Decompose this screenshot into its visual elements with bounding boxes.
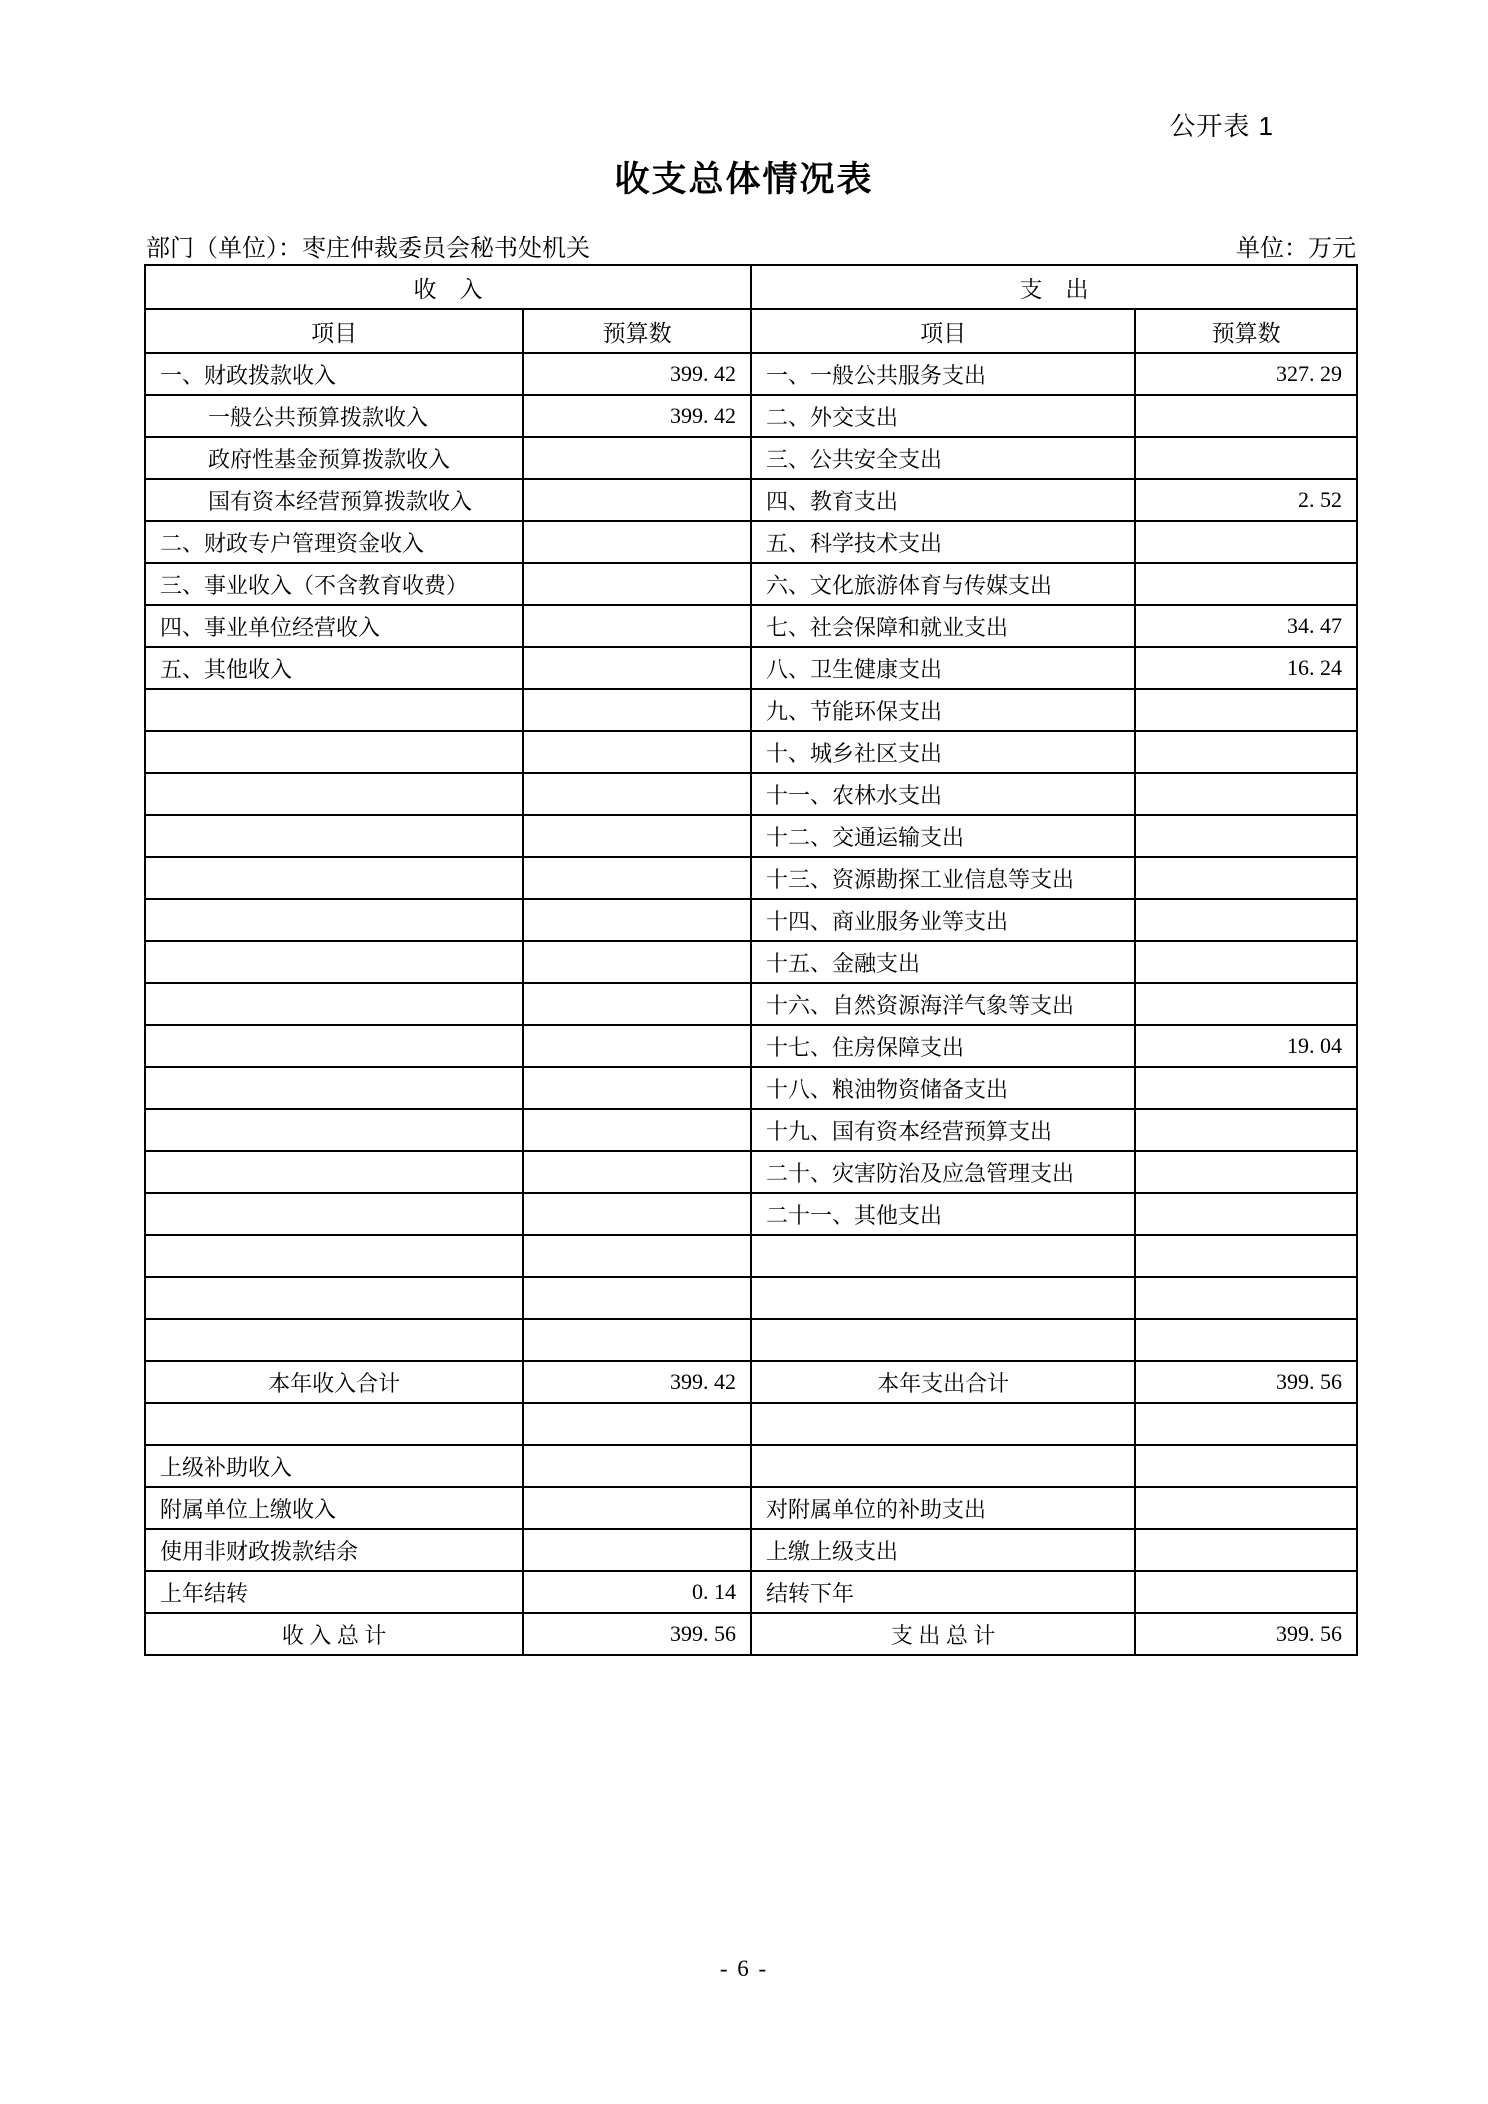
expense-item-cell: 十一、农林水支出: [751, 773, 1135, 815]
income-item-cell: [145, 1109, 523, 1151]
table-row: [145, 479, 1357, 521]
expense-item-cell: 一、一般公共服务支出: [751, 353, 1135, 395]
expense-item-cell: 八、卫生健康支出: [751, 647, 1135, 689]
table-row: [145, 1487, 1357, 1529]
income-item-cell: 上级补助收入: [145, 1445, 523, 1487]
income-budget-cell: [523, 899, 751, 941]
expense-budget-cell: [1135, 1109, 1357, 1151]
expense-section-header: 支 出: [751, 265, 1357, 309]
income-item-cell: 本年收入合计: [145, 1361, 523, 1403]
expense-budget-cell: 399. 56: [1135, 1613, 1357, 1655]
income-budget-cell: [523, 941, 751, 983]
income-budget-cell: [523, 1277, 751, 1319]
income-budget-cell: [523, 1067, 751, 1109]
expense-budget-cell: [1135, 983, 1357, 1025]
table-row: [145, 1151, 1357, 1193]
income-budget-cell: [523, 563, 751, 605]
income-item-cell: 五、其他收入: [145, 647, 523, 689]
income-budget-cell: [523, 1487, 751, 1529]
budget-table: [144, 264, 1358, 1656]
expense-budget-column-header: 预算数: [1135, 309, 1357, 353]
expense-budget-cell: [1135, 395, 1357, 437]
table-row: [145, 941, 1357, 983]
table-row: [145, 353, 1357, 395]
income-item-cell: 一般公共预算拨款收入: [145, 395, 523, 437]
expense-item-cell: 十七、住房保障支出: [751, 1025, 1135, 1067]
expense-budget-cell: 2. 52: [1135, 479, 1357, 521]
expense-item-cell: 二十、灾害防治及应急管理支出: [751, 1151, 1135, 1193]
expense-budget-cell: 399. 56: [1135, 1361, 1357, 1403]
income-item-cell: [145, 941, 523, 983]
income-budget-cell: [523, 773, 751, 815]
expense-item-cell: [751, 1235, 1135, 1277]
income-budget-cell: [523, 605, 751, 647]
page-title: 收支总体情况表: [614, 160, 874, 199]
table-row: [145, 1403, 1357, 1445]
expense-budget-cell: [1135, 731, 1357, 773]
expense-budget-cell: 327. 29: [1135, 353, 1357, 395]
doc-label: 公开表 1: [1169, 111, 1274, 141]
income-item-cell: [145, 731, 523, 773]
income-budget-cell: [523, 1109, 751, 1151]
income-item-cell: [145, 983, 523, 1025]
table-row: [145, 1193, 1357, 1235]
income-item-cell: [145, 899, 523, 941]
expense-item-cell: [751, 1445, 1135, 1487]
income-budget-cell: 399. 42: [523, 395, 751, 437]
table-row: [145, 605, 1357, 647]
income-item-cell: [145, 1277, 523, 1319]
income-item-cell: [145, 815, 523, 857]
table-row: [145, 521, 1357, 563]
table-row: [145, 731, 1357, 773]
expense-item-cell: 十八、粮油物资储备支出: [751, 1067, 1135, 1109]
table-row: [145, 983, 1357, 1025]
expense-item-cell: 十四、商业服务业等支出: [751, 899, 1135, 941]
income-item-cell: 收 入 总 计: [145, 1613, 523, 1655]
income-item-cell: [145, 1319, 523, 1361]
table-row: [145, 689, 1357, 731]
expense-item-cell: 结转下年: [751, 1571, 1135, 1613]
expense-budget-cell: 16. 24: [1135, 647, 1357, 689]
expense-item-cell: 四、教育支出: [751, 479, 1135, 521]
page-number: - 6 -: [719, 1956, 769, 1981]
table-row: [145, 563, 1357, 605]
income-item-cell: 使用非财政拨款结余: [145, 1529, 523, 1571]
income-item-column-header: 项目: [145, 309, 523, 353]
department-label: 部门（单位）：枣庄仲裁委员会秘书处机关: [146, 236, 590, 262]
expense-budget-cell: [1135, 1277, 1357, 1319]
income-budget-cell: [523, 1235, 751, 1277]
expense-budget-cell: [1135, 437, 1357, 479]
income-item-cell: 政府性基金预算拨款收入: [145, 437, 523, 479]
income-budget-cell: 399. 56: [523, 1613, 751, 1655]
expense-budget-cell: [1135, 1445, 1357, 1487]
income-budget-cell: [523, 1025, 751, 1067]
expense-item-cell: [751, 1277, 1135, 1319]
income-budget-cell: 399. 42: [523, 353, 751, 395]
expense-item-cell: 十九、国有资本经营预算支出: [751, 1109, 1135, 1151]
table-row: [145, 1571, 1357, 1613]
expense-budget-cell: [1135, 899, 1357, 941]
expense-item-cell: 对附属单位的补助支出: [751, 1487, 1135, 1529]
expense-budget-cell: [1135, 521, 1357, 563]
expense-budget-cell: [1135, 1319, 1357, 1361]
income-section-header: 收 入: [145, 265, 751, 309]
table-row: [145, 1445, 1357, 1487]
income-item-cell: [145, 857, 523, 899]
income-budget-cell: [523, 857, 751, 899]
expense-item-cell: 十六、自然资源海洋气象等支出: [751, 983, 1135, 1025]
income-item-cell: [145, 689, 523, 731]
table-row: [145, 437, 1357, 479]
expense-item-cell: 七、社会保障和就业支出: [751, 605, 1135, 647]
income-item-cell: [145, 773, 523, 815]
income-budget-cell: [523, 1445, 751, 1487]
income-budget-cell: [523, 689, 751, 731]
expense-budget-cell: [1135, 1487, 1357, 1529]
expense-item-cell: 十、城乡社区支出: [751, 731, 1135, 773]
expense-budget-cell: [1135, 773, 1357, 815]
table-row: [145, 815, 1357, 857]
income-budget-cell: [523, 731, 751, 773]
expense-item-cell: 本年支出合计: [751, 1361, 1135, 1403]
expense-item-cell: 十二、交通运输支出: [751, 815, 1135, 857]
section-header-row: [145, 265, 1357, 309]
expense-item-cell: 九、节能环保支出: [751, 689, 1135, 731]
expense-item-cell: [751, 1319, 1135, 1361]
expense-item-cell: 十三、资源勘探工业信息等支出: [751, 857, 1135, 899]
income-item-cell: [145, 1235, 523, 1277]
income-budget-cell: 0. 14: [523, 1571, 751, 1613]
expense-budget-cell: 19. 04: [1135, 1025, 1357, 1067]
expense-budget-cell: [1135, 1235, 1357, 1277]
table-row: [145, 1361, 1357, 1403]
income-item-cell: [145, 1025, 523, 1067]
income-budget-cell: [523, 1151, 751, 1193]
table-row: [145, 395, 1357, 437]
table-row: [145, 1235, 1357, 1277]
income-item-cell: 上年结转: [145, 1571, 523, 1613]
expense-budget-cell: [1135, 1403, 1357, 1445]
expense-budget-cell: [1135, 1193, 1357, 1235]
expense-budget-cell: [1135, 815, 1357, 857]
income-item-cell: 国有资本经营预算拨款收入: [145, 479, 523, 521]
income-budget-cell: [523, 1403, 751, 1445]
expense-budget-cell: [1135, 1067, 1357, 1109]
expense-budget-cell: [1135, 857, 1357, 899]
expense-budget-cell: [1135, 941, 1357, 983]
income-budget-cell: [523, 1529, 751, 1571]
income-item-cell: 二、财政专户管理资金收入: [145, 521, 523, 563]
table-row: [145, 1109, 1357, 1151]
income-item-cell: [145, 1193, 523, 1235]
expense-budget-cell: 34. 47: [1135, 605, 1357, 647]
income-budget-cell: [523, 437, 751, 479]
expense-item-cell: 十五、金融支出: [751, 941, 1135, 983]
expense-budget-cell: [1135, 563, 1357, 605]
expense-item-cell: 三、公共安全支出: [751, 437, 1135, 479]
table-row: [145, 899, 1357, 941]
expense-item-cell: [751, 1403, 1135, 1445]
income-budget-cell: [523, 647, 751, 689]
expense-budget-cell: [1135, 1151, 1357, 1193]
table-row: [145, 773, 1357, 815]
income-item-cell: 附属单位上缴收入: [145, 1487, 523, 1529]
table-row: [145, 1529, 1357, 1571]
income-item-cell: [145, 1403, 523, 1445]
expense-item-cell: 五、科学技术支出: [751, 521, 1135, 563]
table-row: [145, 1067, 1357, 1109]
table-row: [145, 1277, 1357, 1319]
income-budget-cell: [523, 1193, 751, 1235]
expense-budget-cell: [1135, 689, 1357, 731]
column-header-row: [145, 309, 1357, 353]
expense-item-column-header: 项目: [751, 309, 1135, 353]
table-row: [145, 857, 1357, 899]
expense-budget-cell: [1135, 1529, 1357, 1571]
table-row: [145, 1613, 1357, 1655]
table-row: [145, 1025, 1357, 1067]
income-budget-cell: [523, 1319, 751, 1361]
income-item-cell: [145, 1151, 523, 1193]
income-item-cell: 一、财政拨款收入: [145, 353, 523, 395]
income-budget-cell: [523, 521, 751, 563]
income-item-cell: 三、事业收入（不含教育收费）: [145, 563, 523, 605]
income-budget-column-header: 预算数: [523, 309, 751, 353]
income-budget-cell: 399. 42: [523, 1361, 751, 1403]
expense-item-cell: 二十一、其他支出: [751, 1193, 1135, 1235]
income-budget-cell: [523, 983, 751, 1025]
meta-row: [146, 228, 1356, 263]
expense-item-cell: 上缴上级支出: [751, 1529, 1135, 1571]
income-item-cell: [145, 1067, 523, 1109]
table-row: [145, 1319, 1357, 1361]
unit-label: 单位：万元: [1236, 236, 1356, 262]
income-budget-cell: [523, 815, 751, 857]
table-row: [145, 647, 1357, 689]
income-budget-cell: [523, 479, 751, 521]
expense-budget-cell: [1135, 1571, 1357, 1613]
expense-item-cell: 二、外交支出: [751, 395, 1135, 437]
income-item-cell: 四、事业单位经营收入: [145, 605, 523, 647]
expense-item-cell: 六、文化旅游体育与传媒支出: [751, 563, 1135, 605]
expense-item-cell: 支 出 总 计: [751, 1613, 1135, 1655]
